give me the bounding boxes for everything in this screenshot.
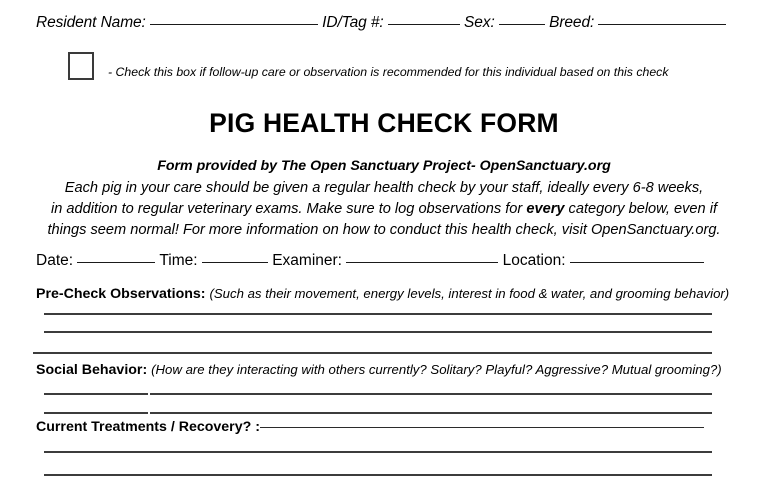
section-hint-pre-check-observations: (Such as their movement, energy levels, interest in food & water, and grooming behavior) xyxy=(209,286,730,301)
current-treatments-field[interactable] xyxy=(260,427,704,428)
intro-line-2-part-b: category below, even if xyxy=(564,201,718,217)
location-label: Location: xyxy=(502,252,566,269)
form-intro xyxy=(0,178,768,241)
section-heading-social-behavior xyxy=(36,362,722,378)
resident-name-label: Resident Name: xyxy=(36,14,146,31)
intro-line-2 xyxy=(0,199,768,220)
section-name-pre-check-observations: Pre-Check Observations: xyxy=(36,286,206,302)
treatments-write-line-2[interactable] xyxy=(44,474,712,476)
precheck-write-line-3[interactable] xyxy=(33,352,712,354)
treatments-write-line-1[interactable] xyxy=(44,451,712,453)
resident-header-row xyxy=(36,14,736,32)
time-label: Time: xyxy=(159,252,198,269)
social-write-line-1[interactable] xyxy=(44,393,712,395)
resident-name-field[interactable] xyxy=(150,24,318,25)
breed-field[interactable] xyxy=(598,24,726,25)
intro-line-1: Each pig in your care should be given a regular health check by your staff, ideally every 6-8 weeks, xyxy=(64,180,704,196)
location-field[interactable] xyxy=(570,262,704,263)
sex-field[interactable] xyxy=(499,24,545,25)
date-field[interactable] xyxy=(77,262,155,263)
examiner-field[interactable] xyxy=(346,262,498,263)
section-name-social-behavior: Social Behavior: xyxy=(36,362,148,378)
breed-label: Breed: xyxy=(549,14,595,31)
date-label: Date: xyxy=(36,252,74,269)
precheck-write-line-2[interactable] xyxy=(44,331,712,333)
intro-line-3: things seem normal! For more information on how to conduct this health check, visit OpenSanctuary.org. xyxy=(47,222,721,238)
section-heading-pre-check-observations xyxy=(36,286,729,302)
date-meta-row xyxy=(36,252,704,270)
examiner-label: Examiner: xyxy=(272,252,342,269)
social-write-line-2[interactable] xyxy=(44,412,712,414)
followup-checkbox-label: - Check this box if follow-up care or observation is recommended for this individual based on this check xyxy=(108,65,669,79)
page-title: PIG HEALTH CHECK FORM xyxy=(209,108,559,138)
intro-line-2-part-a: in addition to regular veterinary exams. Make sure to log observations for xyxy=(50,201,527,217)
precheck-write-line-1[interactable] xyxy=(44,313,712,315)
section-hint-social-behavior: (How are they interacting with others currently? Solitary? Playful? Aggressive? Mutual grooming?) xyxy=(151,362,722,377)
id-tag-field[interactable] xyxy=(388,24,460,25)
id-tag-label: ID/Tag #: xyxy=(322,14,384,31)
followup-checkbox-row xyxy=(68,52,668,80)
section-heading-current-treatments xyxy=(36,419,704,435)
intro-emphasis-every: every xyxy=(526,201,565,217)
followup-checkbox[interactable] xyxy=(68,52,94,80)
section-name-current-treatments: Current Treatments / Recovery? : xyxy=(36,419,260,435)
time-field[interactable] xyxy=(202,262,268,263)
sex-label: Sex: xyxy=(464,14,495,31)
form-attribution: Form provided by The Open Sanctuary Project- OpenSanctuary.org xyxy=(157,158,611,174)
